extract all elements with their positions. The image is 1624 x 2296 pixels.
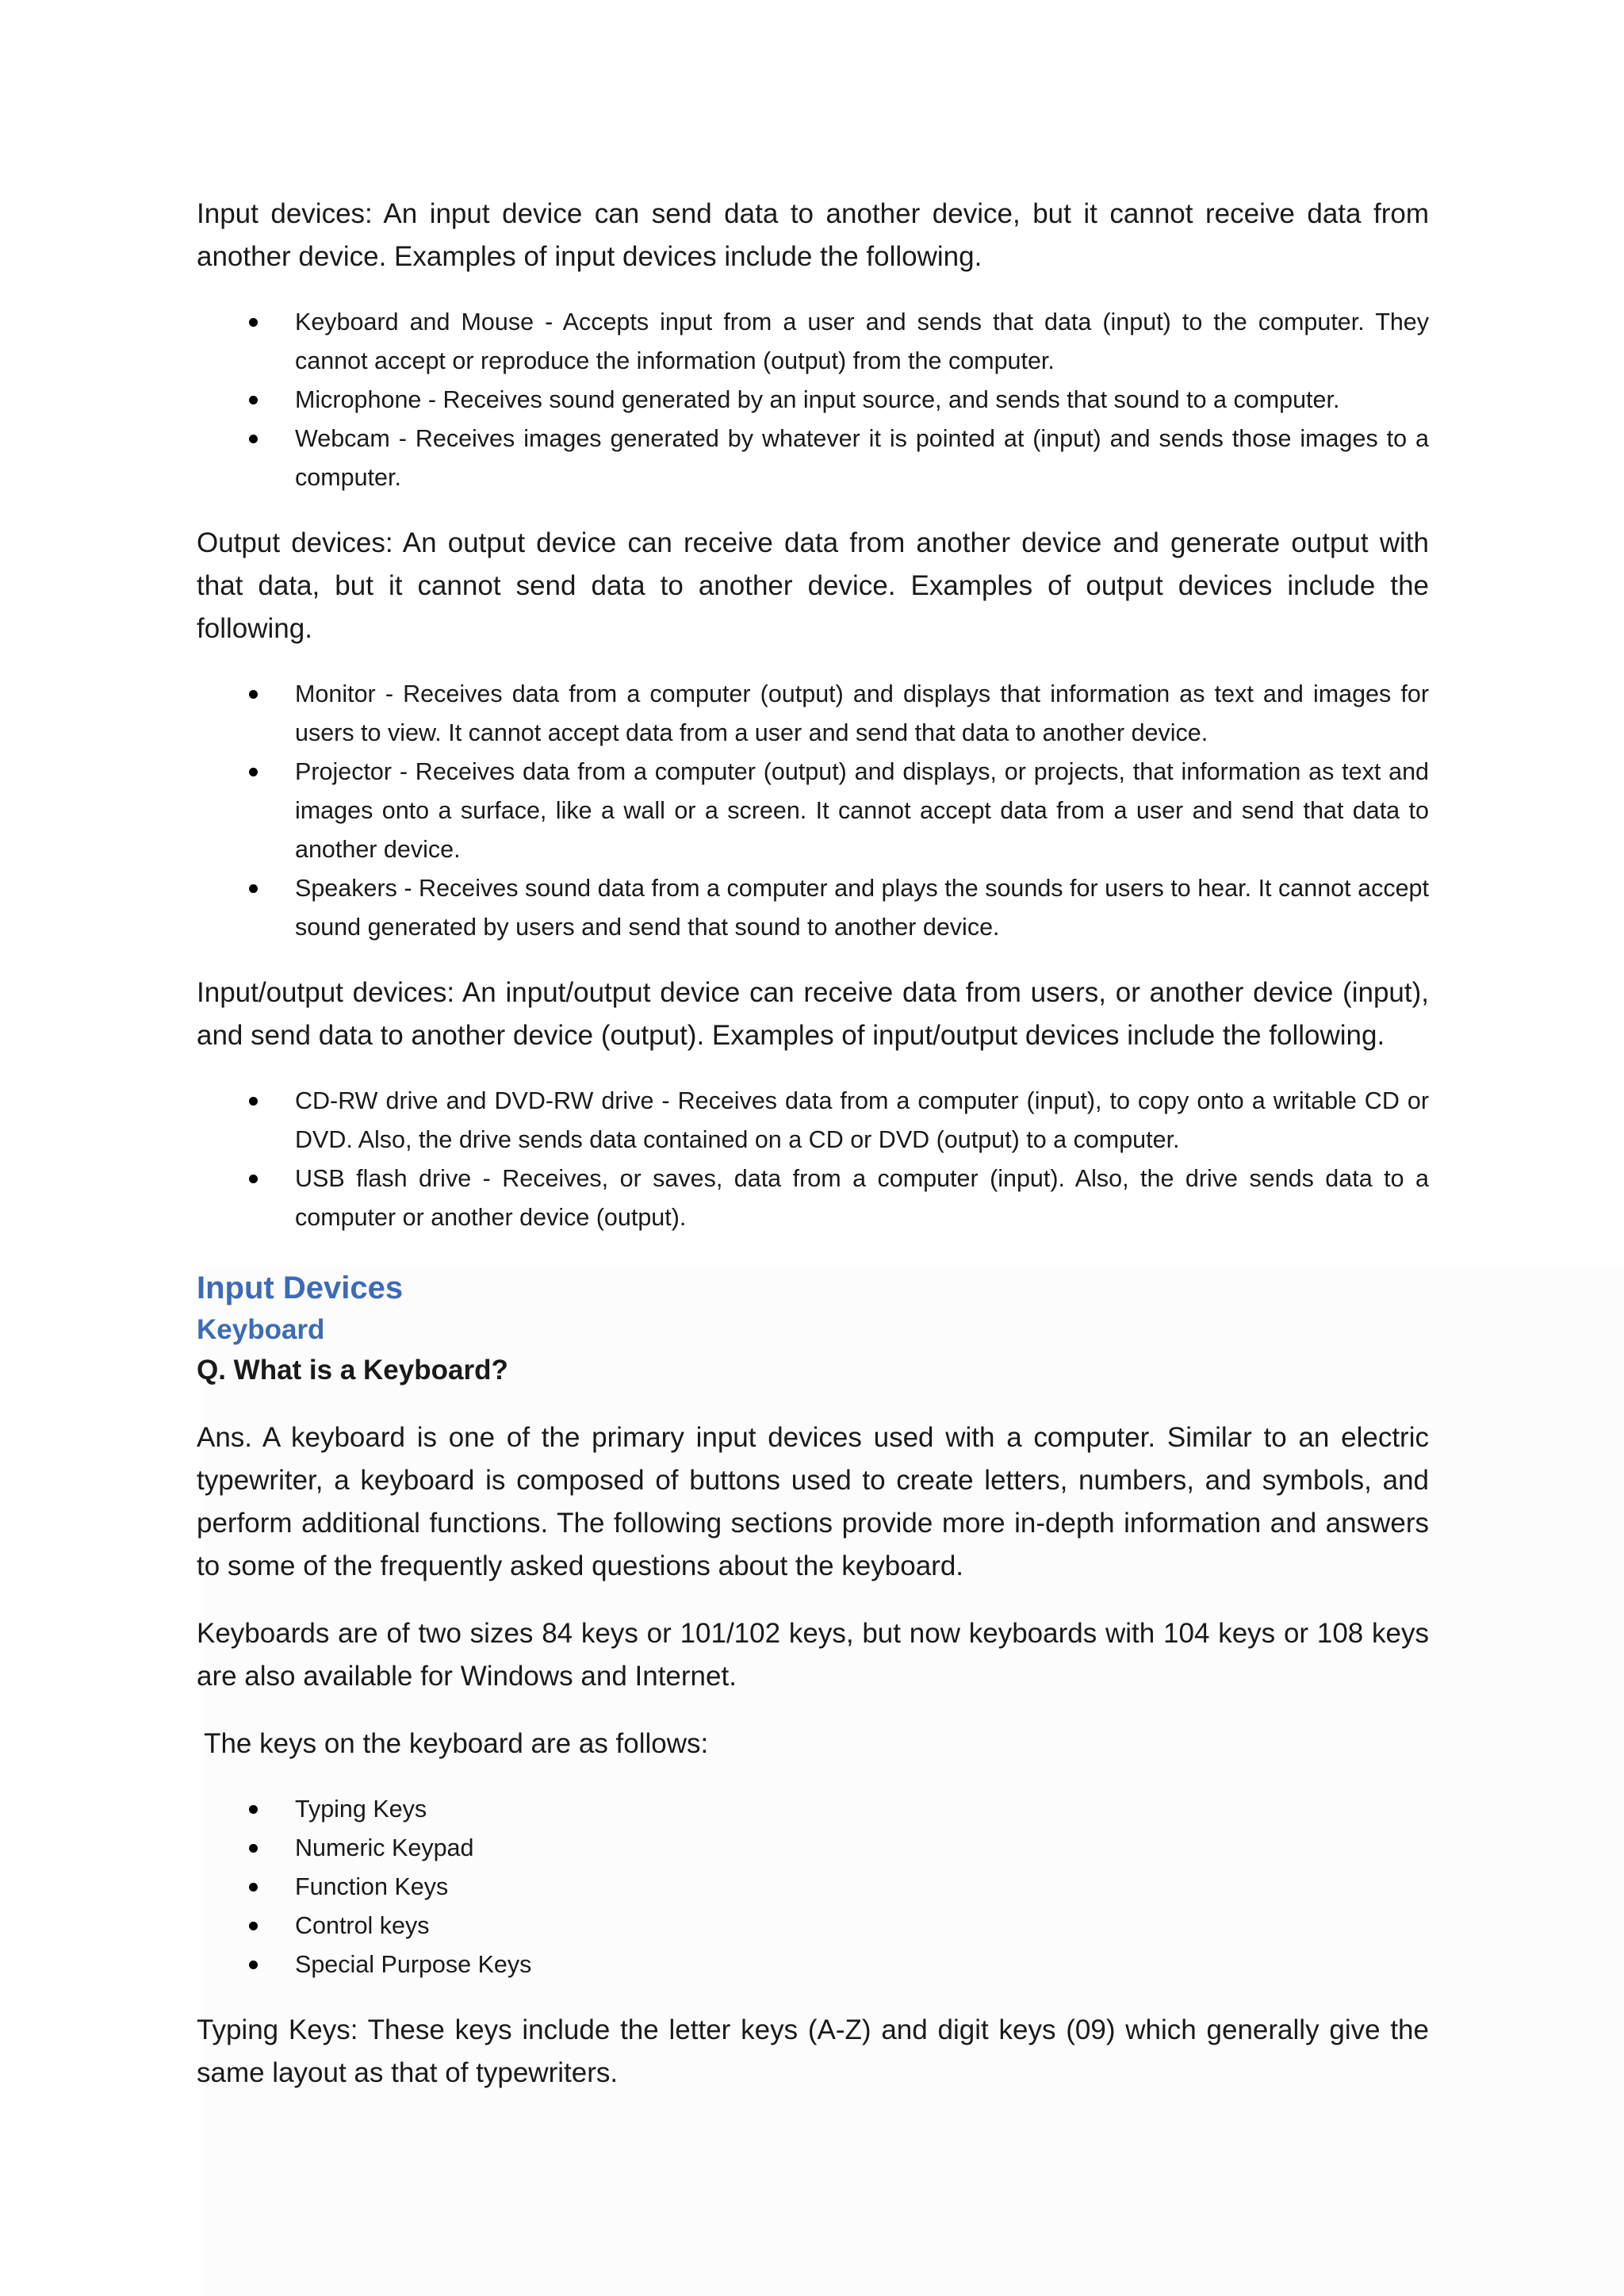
io-devices-paragraph: Input/output devices: An input/output device can receive data from users, or another device (input), and send data to another device (output). Examples of input/output devices include the following. [197, 977, 1429, 1051]
bullet-icon [249, 1883, 258, 1892]
list-item: Keyboard and Mouse - Accepts input from a user and sends that data (input) to the computer. They cannot accept or reproduce the information (output) from the computer. [197, 303, 1429, 381]
bullet-icon [249, 1175, 258, 1183]
list-item: CD-RW drive and DVD-RW drive - Receives data from a computer (input), to copy onto a writable CD or DVD. Also, the drive sends data contained on a CD or DVD (output) to a computer. [197, 1082, 1429, 1159]
keys-intro-paragraph: The keys on the keyboard are as follows: [197, 1728, 709, 1759]
bullet-icon [249, 318, 258, 327]
list-item: Webcam - Receives images generated by whatever it is pointed at (input) and sends those images to a computer. [197, 420, 1429, 497]
heading-input-devices: Input Devices [197, 1271, 404, 1305]
bullet-icon [249, 1097, 258, 1106]
bullet-icon [249, 396, 258, 404]
output-devices-list [197, 675, 1429, 947]
bullet-icon [249, 768, 258, 776]
list-item: Special Purpose Keys [197, 1945, 1429, 1984]
list-item: Numeric Keypad [197, 1829, 1429, 1868]
heading-keyboard: Keyboard [197, 1314, 325, 1345]
key-types-list [197, 1790, 1429, 1984]
bullet-icon [249, 435, 258, 443]
question-heading: Q. What is a Keyboard? [197, 1355, 508, 1386]
io-devices-list [197, 1082, 1429, 1237]
bullet-icon [249, 690, 258, 699]
list-item: Function Keys [197, 1868, 1429, 1907]
keyboard-sizes-paragraph: Keyboards are of two sizes 84 keys or 101/102 keys, but now keyboards with 104 keys or 108 keys are also available for Windows and Internet. [197, 1618, 1429, 1692]
bullet-icon [249, 1844, 258, 1853]
input-devices-paragraph: Input devices: An input device can send data to another device, but it cannot receive data from another device. Examples of input devices include the following. [197, 198, 1429, 272]
list-item: Typing Keys [197, 1790, 1429, 1829]
bullet-icon [249, 1961, 258, 1969]
keyboard-answer-paragraph: Ans. A keyboard is one of the primary input devices used with a computer. Similar to an electric typewriter, a keyboard is composed of buttons used to create letters, numbers, and symbols, and perform additional functions. The following sections provide more in-depth information and answers to some of the frequently asked questions about the keyboard. [197, 1422, 1429, 1581]
list-item: Monitor - Receives data from a computer (output) and displays that information as text and images for users to view. It cannot accept data from a user and send that data to another device. [197, 675, 1429, 753]
list-item: Speakers - Receives sound data from a computer and plays the sounds for users to hear. It cannot accept sound generated by users and send that sound to another device. [197, 869, 1429, 947]
list-item: Control keys [197, 1907, 1429, 1945]
bullet-icon [249, 1922, 258, 1930]
document-body [197, 193, 1429, 2095]
input-devices-list [197, 303, 1429, 497]
list-item: Projector - Receives data from a computer (output) and displays, or projects, that information as text and images onto a surface, like a wall or a screen. It cannot accept data from a user and send that data to another device. [197, 753, 1429, 869]
list-item: Microphone - Receives sound generated by an input source, and sends that sound to a computer. [197, 381, 1429, 420]
list-item: USB flash drive - Receives, or saves, data from a computer (input). Also, the drive sends data to a computer or another device (output). [197, 1159, 1429, 1237]
output-devices-paragraph: Output devices: An output device can receive data from another device and generate output with that data, but it cannot send data to another device. Examples of output devices include the following. [197, 527, 1429, 644]
bullet-icon [249, 1805, 258, 1814]
bullet-icon [249, 884, 258, 893]
typing-keys-paragraph: Typing Keys: These keys include the letter keys (A-Z) and digit keys (09) which generally give the same layout as that of typewriters. [197, 2014, 1429, 2088]
